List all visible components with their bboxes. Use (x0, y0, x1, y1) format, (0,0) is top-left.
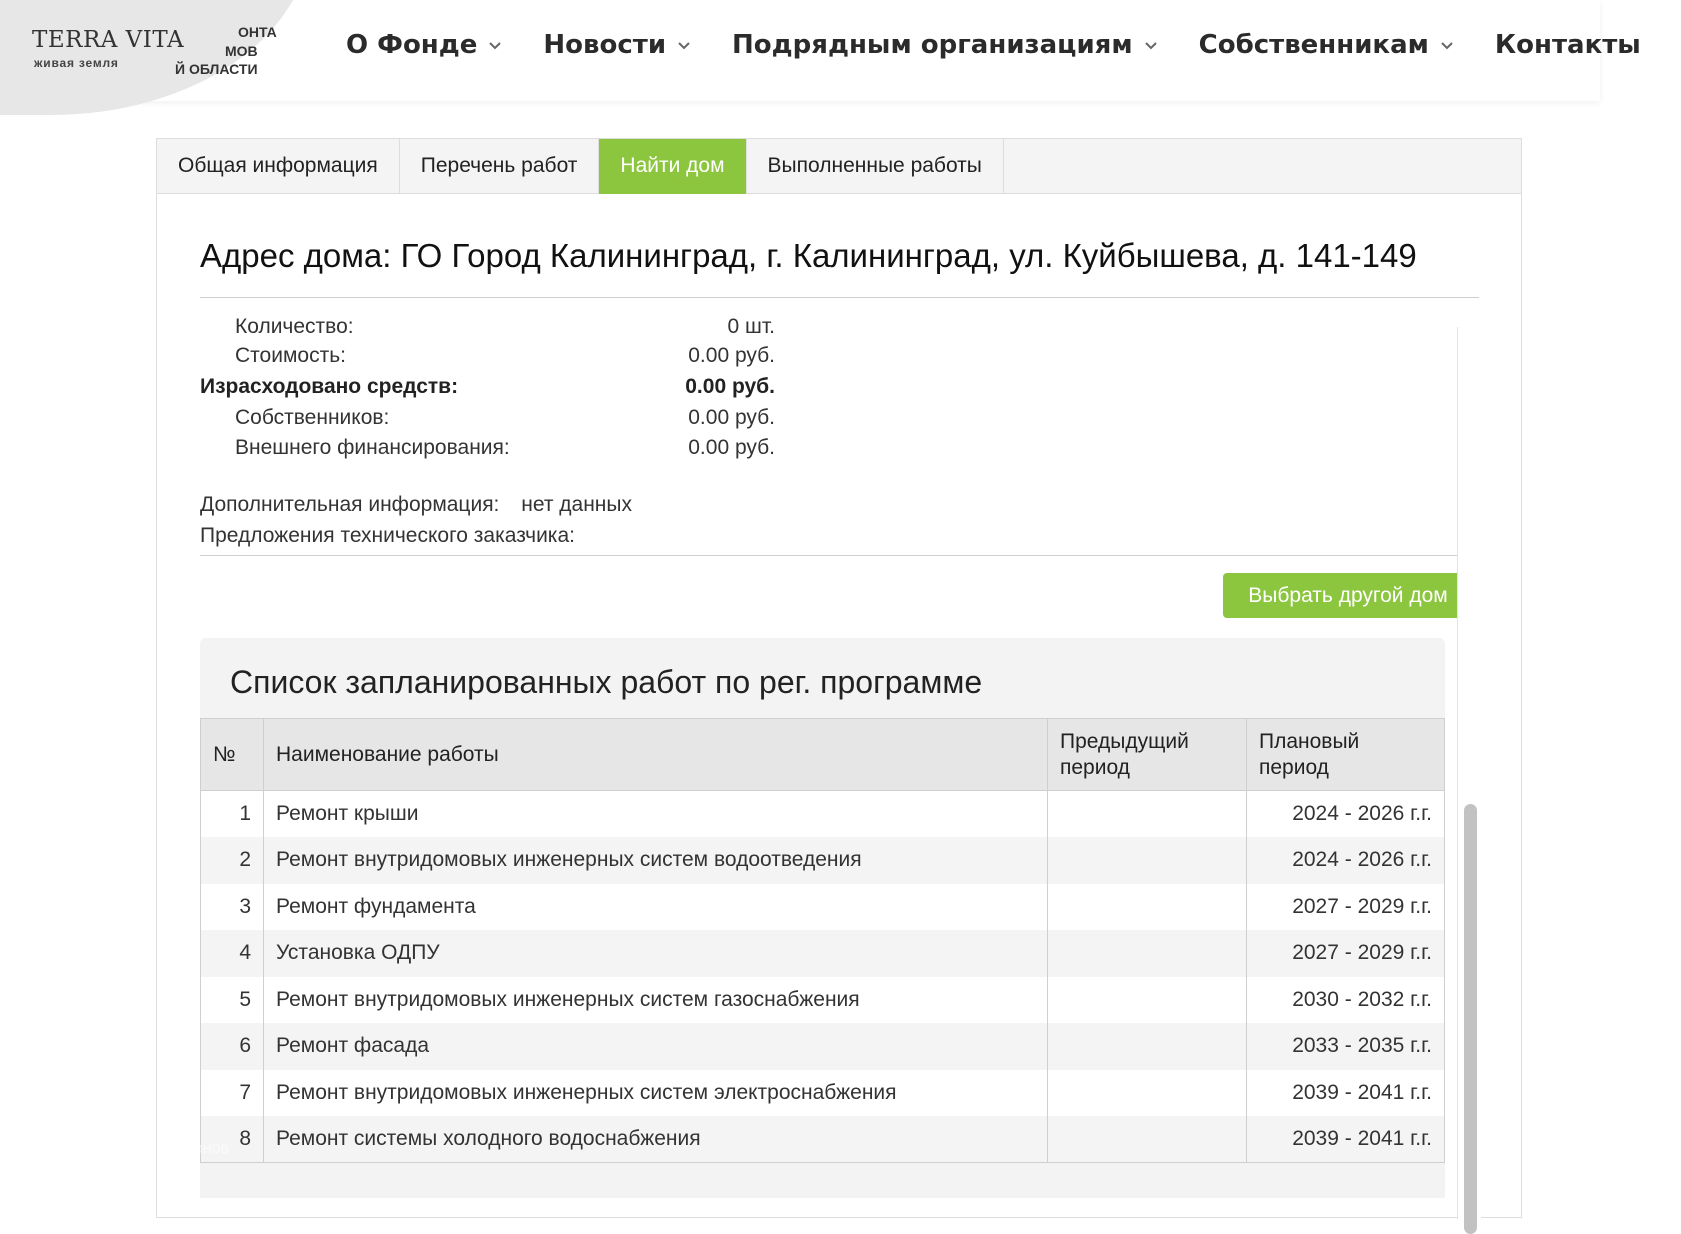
details-scrollbar[interactable] (1457, 327, 1481, 1219)
row-planned-period: 2024 - 2026 г.г. (1247, 791, 1445, 838)
row-previous-period (1048, 837, 1247, 884)
table-header-row (201, 719, 1445, 791)
row-planned-period: 2027 - 2029 г.г. (1247, 930, 1445, 977)
row-planned-period: 2030 - 2032 г.г. (1247, 977, 1445, 1024)
logo-partial-text: Й ОБЛАСТИ (175, 61, 258, 77)
table-row (201, 1116, 1445, 1163)
nav-item-label: Подрядным организациям (732, 30, 1133, 60)
tab-general-info[interactable]: Общая информация (157, 139, 400, 194)
column-header-planned: Плановый период (1247, 719, 1445, 791)
row-work-name: Ремонт внутридомовых инженерных систем газоснабжения (264, 977, 1048, 1024)
chevron-down-icon (1439, 38, 1455, 54)
nav-item-label: Собственникам (1198, 30, 1429, 60)
logo[interactable]: TERRA VITA (32, 27, 185, 53)
table-row (201, 1023, 1445, 1070)
nav-item-contacts[interactable] (1495, 30, 1641, 60)
main-nav (346, 30, 1681, 60)
site-header (0, 0, 1641, 101)
nav-item-label: Новости (543, 30, 667, 60)
tab-works-list[interactable]: Перечень работ (400, 139, 600, 194)
owners-value: 0.00 руб. (688, 406, 775, 429)
additional-info-row (200, 493, 632, 517)
external-row (200, 436, 775, 460)
nav-item-label: О Фонде (346, 30, 478, 60)
row-work-name: Ремонт крыши (264, 791, 1048, 838)
nav-item-label: Контакты (1494, 30, 1641, 60)
additional-info-label: Дополнительная информация: (200, 493, 500, 516)
cost-row (200, 344, 775, 368)
tab-bar (157, 139, 1521, 194)
house-address: Адрес дома: ГО Город Калининград, г. Калининград, ул. Куйбышева, д. 141-149 (200, 237, 1417, 274)
logo-partial-text: ОНТА (238, 24, 277, 40)
planned-works-title: Список запланированных работ по рег. программе (230, 664, 983, 700)
house-card (156, 138, 1522, 1218)
select-other-house-button[interactable]: Выбрать другой дом (1223, 573, 1473, 618)
chevron-down-icon (676, 38, 692, 54)
divider (200, 297, 1479, 298)
row-planned-period: 2039 - 2041 г.г. (1247, 1116, 1445, 1163)
spent-value: 0.00 руб. (685, 375, 775, 398)
row-work-name: Ремонт фундамента (264, 884, 1048, 931)
row-number: 3 (201, 884, 264, 931)
row-previous-period (1048, 1070, 1247, 1117)
planned-works-panel (200, 638, 1445, 1198)
quantity-value: 0 шт. (727, 315, 775, 338)
nav-item-about[interactable] (346, 30, 503, 60)
nav-item-news[interactable] (543, 30, 692, 60)
row-number: 8 (201, 1116, 264, 1163)
row-number: 7 (201, 1070, 264, 1117)
divider (200, 555, 1464, 556)
footer-ghost-text: и регионов (148, 1140, 230, 1157)
cost-value: 0.00 руб. (688, 344, 775, 367)
owners-row (200, 406, 775, 430)
nav-item-contractors[interactable] (732, 30, 1159, 60)
row-planned-period: 2033 - 2035 г.г. (1247, 1023, 1445, 1070)
owners-label: Собственников: (235, 406, 390, 429)
external-label: Внешнего финансирования: (235, 436, 510, 459)
cost-label: Стоимость: (235, 344, 346, 367)
table-row (201, 977, 1445, 1024)
row-planned-period: 2024 - 2026 г.г. (1247, 837, 1445, 884)
tab-completed-works[interactable]: Выполненные работы (747, 139, 1004, 194)
spent-label: Израсходовано средств: (200, 375, 459, 398)
table-row (201, 930, 1445, 977)
proposals-label: Предложения технического заказчика: (200, 524, 575, 547)
table-row (201, 1070, 1445, 1117)
row-previous-period (1048, 977, 1247, 1024)
quantity-label: Количество: (235, 315, 354, 338)
spent-row (200, 375, 775, 399)
nav-item-owners[interactable] (1199, 30, 1455, 60)
row-previous-period (1048, 930, 1247, 977)
logo-tagline: живая земля (34, 56, 119, 70)
row-number: 1 (201, 791, 264, 838)
chevron-down-icon (1143, 38, 1159, 54)
column-header-previous: Предыдущий период (1048, 719, 1247, 791)
row-previous-period (1048, 1116, 1247, 1163)
row-planned-period: 2027 - 2029 г.г. (1247, 884, 1445, 931)
chevron-down-icon (487, 38, 503, 54)
row-number: 4 (201, 930, 264, 977)
details-scroll-area[interactable] (200, 315, 1464, 1219)
row-number: 2 (201, 837, 264, 884)
row-number: 6 (201, 1023, 264, 1070)
logo-partial-text: МОВ (225, 43, 258, 59)
planned-works-table (200, 718, 1445, 1163)
column-header-name: Наименование работы (264, 719, 1048, 791)
additional-info-value: нет данных (521, 493, 633, 516)
table-row (201, 791, 1445, 838)
row-number: 5 (201, 977, 264, 1024)
row-previous-period (1048, 1023, 1247, 1070)
row-previous-period (1048, 884, 1247, 931)
external-value: 0.00 руб. (688, 436, 775, 459)
quantity-row (200, 315, 775, 339)
row-work-name: Ремонт системы холодного водоснабжения (264, 1116, 1048, 1163)
table-row (201, 837, 1445, 884)
table-row (201, 884, 1445, 931)
row-previous-period (1048, 791, 1247, 838)
tab-find-house[interactable]: Найти дом (599, 139, 746, 194)
scrollbar-thumb[interactable] (1464, 804, 1477, 1234)
row-work-name: Ремонт внутридомовых инженерных систем электроснабжения (264, 1070, 1048, 1117)
row-work-name: Установка ОДПУ (264, 930, 1048, 977)
column-header-number: № (201, 719, 264, 791)
row-planned-period: 2039 - 2041 г.г. (1247, 1070, 1445, 1117)
row-work-name: Ремонт внутридомовых инженерных систем водоотведения (264, 837, 1048, 884)
row-work-name: Ремонт фасада (264, 1023, 1048, 1070)
